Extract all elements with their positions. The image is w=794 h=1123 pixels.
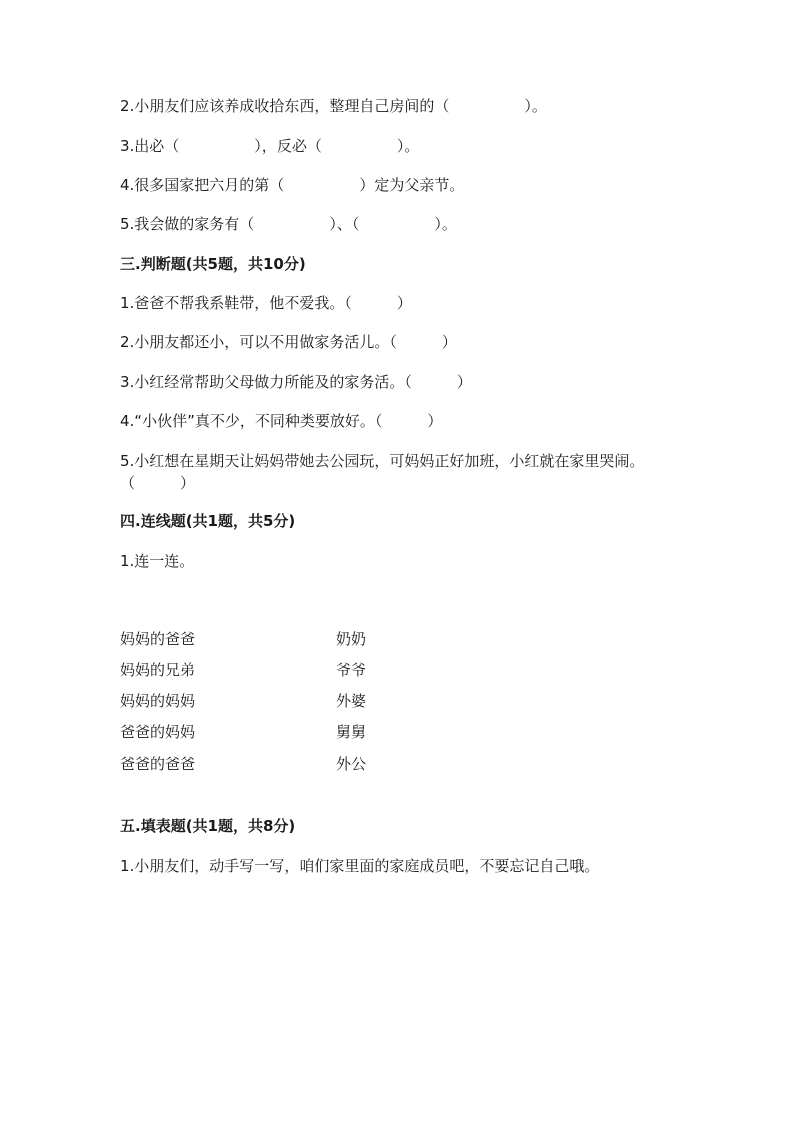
judge-question-1: 1.爸爸不帮我系鞋带，他不爱我。（ ） xyxy=(120,294,412,312)
match-prompt: 1.连一连。 xyxy=(120,552,195,570)
match-right-item-5: 外公 xyxy=(336,755,367,773)
match-right-item-4: 舅舅 xyxy=(336,723,367,741)
match-right-item-2: 爷爷 xyxy=(336,661,367,679)
section-table-heading: 五.填表题(共1题，共8分) xyxy=(120,817,296,835)
section-match-heading: 四.连线题(共1题，共5分) xyxy=(120,512,296,530)
match-right-item-1: 奶奶 xyxy=(336,630,367,648)
judge-question-3: 3.小红经常帮助父母做力所能及的家务活。（ ） xyxy=(120,373,472,391)
match-left-item-4: 爸爸的妈妈 xyxy=(120,723,196,741)
fill-blank-question-2: 2.小朋友们应该养成收拾东西，整理自己房间的（ ）。 xyxy=(120,97,547,115)
fill-blank-question-3: 3.出必（ ），反必（ ）。 xyxy=(120,137,420,155)
match-left-item-3: 妈妈的妈妈 xyxy=(120,692,196,710)
match-right-item-3: 外婆 xyxy=(336,692,367,710)
section-judge-heading: 三.判断题(共5题，共10分) xyxy=(120,255,306,273)
table-fill-prompt: 1.小朋友们，动手写一写，咱们家里面的家庭成员吧，不要忘记自己哦。 xyxy=(120,857,600,875)
match-left-item-5: 爸爸的爸爸 xyxy=(120,755,196,773)
judge-question-4: 4.“小伙伴”真不少，不同种类要放好。（ ） xyxy=(120,412,443,430)
match-left-item-1: 妈妈的爸爸 xyxy=(120,630,196,648)
match-left-item-2: 妈妈的兄弟 xyxy=(120,661,196,679)
judge-question-2: 2.小朋友都还小，可以不用做家务活儿。（ ） xyxy=(120,333,457,351)
judge-question-5: 5.小红想在星期天让妈妈带她去公园玩，可妈妈正好加班，小红就在家里哭闹。（ ） xyxy=(120,452,645,492)
fill-blank-question-5: 5.我会做的家务有（ ）、（ ）。 xyxy=(120,215,457,233)
fill-blank-question-4: 4.很多国家把六月的第（ ）定为父亲节。 xyxy=(120,176,465,194)
